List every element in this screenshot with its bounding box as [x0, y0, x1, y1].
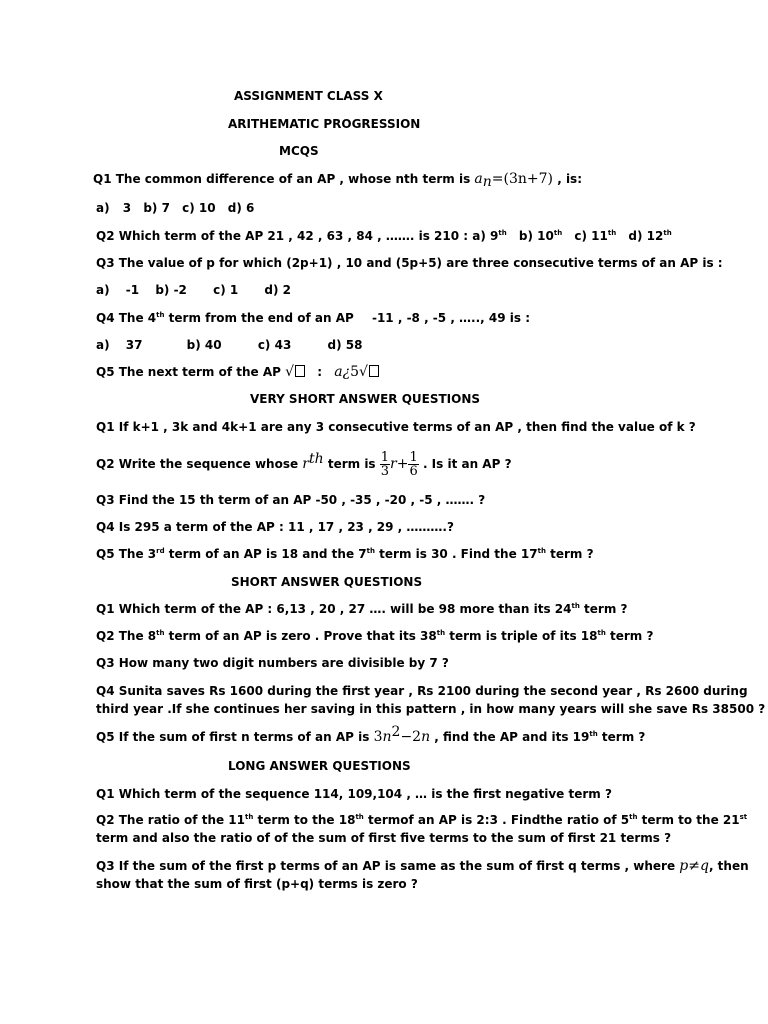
sa-q4-line1: Q4 Sunita saves Rs 1600 during the first year , Rs 2100 during the second year , Rs 2600 during — [96, 684, 748, 698]
long-heading: LONG ANSWER QUESTIONS — [228, 759, 411, 773]
vsa-q5: Q5 The 3rd term of an AP is 18 and the 7th term is 30 . Find the 17th term ? — [96, 547, 594, 561]
topic-title: ARITHEMATIC PROGRESSION — [228, 117, 421, 131]
sa-q3: Q3 How many two digit numbers are divisible by 7 ? — [96, 656, 449, 670]
la-q3-line1: Q3 If the sum of the first p terms of an AP is same as the sum of first q terms , where p≠q, then — [96, 858, 749, 874]
mcq-q3: Q3 The value of p for which (2p+1) , 10 and (5p+5) are three consecutive terms of an AP is : — [96, 256, 723, 270]
mcqs-heading: MCQS — [279, 144, 319, 158]
short-heading: SHORT ANSWER QUESTIONS — [231, 575, 423, 589]
vsa-q3: Q3 Find the 15 th term of an AP -50 , -35 , -20 , -5 , ……. ? — [96, 493, 486, 507]
vsa-q4: Q4 Is 295 a term of the AP : 11 , 17 , 23 , 29 , ……….? — [96, 520, 454, 534]
la-q3-line2: show that the sum of first (p+q) terms is zero ? — [96, 877, 418, 891]
mcq-q4: Q4 The 4th term from the end of an AP -11 , -8 , -5 , ….., 49 is : — [96, 311, 531, 325]
missing-glyph-box — [369, 365, 379, 377]
mcq-q5: Q5 The next term of the AP √ : a¿5√ — [96, 364, 379, 380]
mcq-q4-options: a) 37 b) 40 c) 43 d) 58 — [96, 338, 363, 352]
vsa-q2: Q2 Write the sequence whose $r^{th}$ term is $\frac{1}{3}$ r+ $\frac{1}{6}$ . Is it an AP ? — [96, 450, 512, 479]
mcq-q1: Q1 The common difference of an AP , whose nth term is $a_n=(3n+7)$ , is: — [93, 171, 582, 190]
sa-q2: Q2 The 8th term of an AP is zero . Prove that its 38th term is triple of its 18th term ? — [96, 629, 654, 643]
sa-q1: Q1 Which term of the AP : 6,13 , 20 , 27 …. will be 98 more than its 24th term ? — [96, 602, 628, 616]
la-q2-line1: Q2 The ratio of the 11th term to the 18th termof an AP is 2:3 . Findthe ratio of 5th term to the 21st — [96, 813, 748, 827]
mcq-q3-options: a) -1 b) -2 c) 1 d) 2 — [96, 283, 292, 297]
sa-q4-line2: third year .If she continues her saving in this pattern , in how many years will she save Rs 38500 ? — [96, 702, 766, 716]
very-short-heading: VERY SHORT ANSWER QUESTIONS — [250, 392, 481, 406]
sa-q5: Q5 If the sum of first n terms of an AP is $3n^2-2n$ , find the AP and its 19th term ? — [96, 724, 646, 745]
fraction-one-sixth: $\frac{1}{6}$ — [409, 450, 418, 479]
fraction-one-third: $\frac{1}{3}$ — [380, 450, 390, 479]
mcq-q1-options: a) 3 b) 7 c) 10 d) 6 — [96, 201, 255, 215]
mcq-q2: Q2 Which term of the AP 21 , 42 , 63 , 84 , ……. is 210 : a) 9th b) 10th c) 11th d) 12th — [96, 229, 672, 243]
la-q1: Q1 Which term of the sequence 114, 109,104 , … is the first negative term ? — [96, 787, 612, 801]
la-q2-line2: term and also the ratio of of the sum of first five terms to the sum of first 21 terms ? — [96, 831, 672, 845]
missing-glyph-box — [295, 365, 305, 377]
vsa-q1: Q1 If k+1 , 3k and 4k+1 are any 3 consecutive terms of an AP , then find the value of k ? — [96, 420, 696, 434]
assignment-title: ASSIGNMENT CLASS X — [234, 89, 383, 103]
